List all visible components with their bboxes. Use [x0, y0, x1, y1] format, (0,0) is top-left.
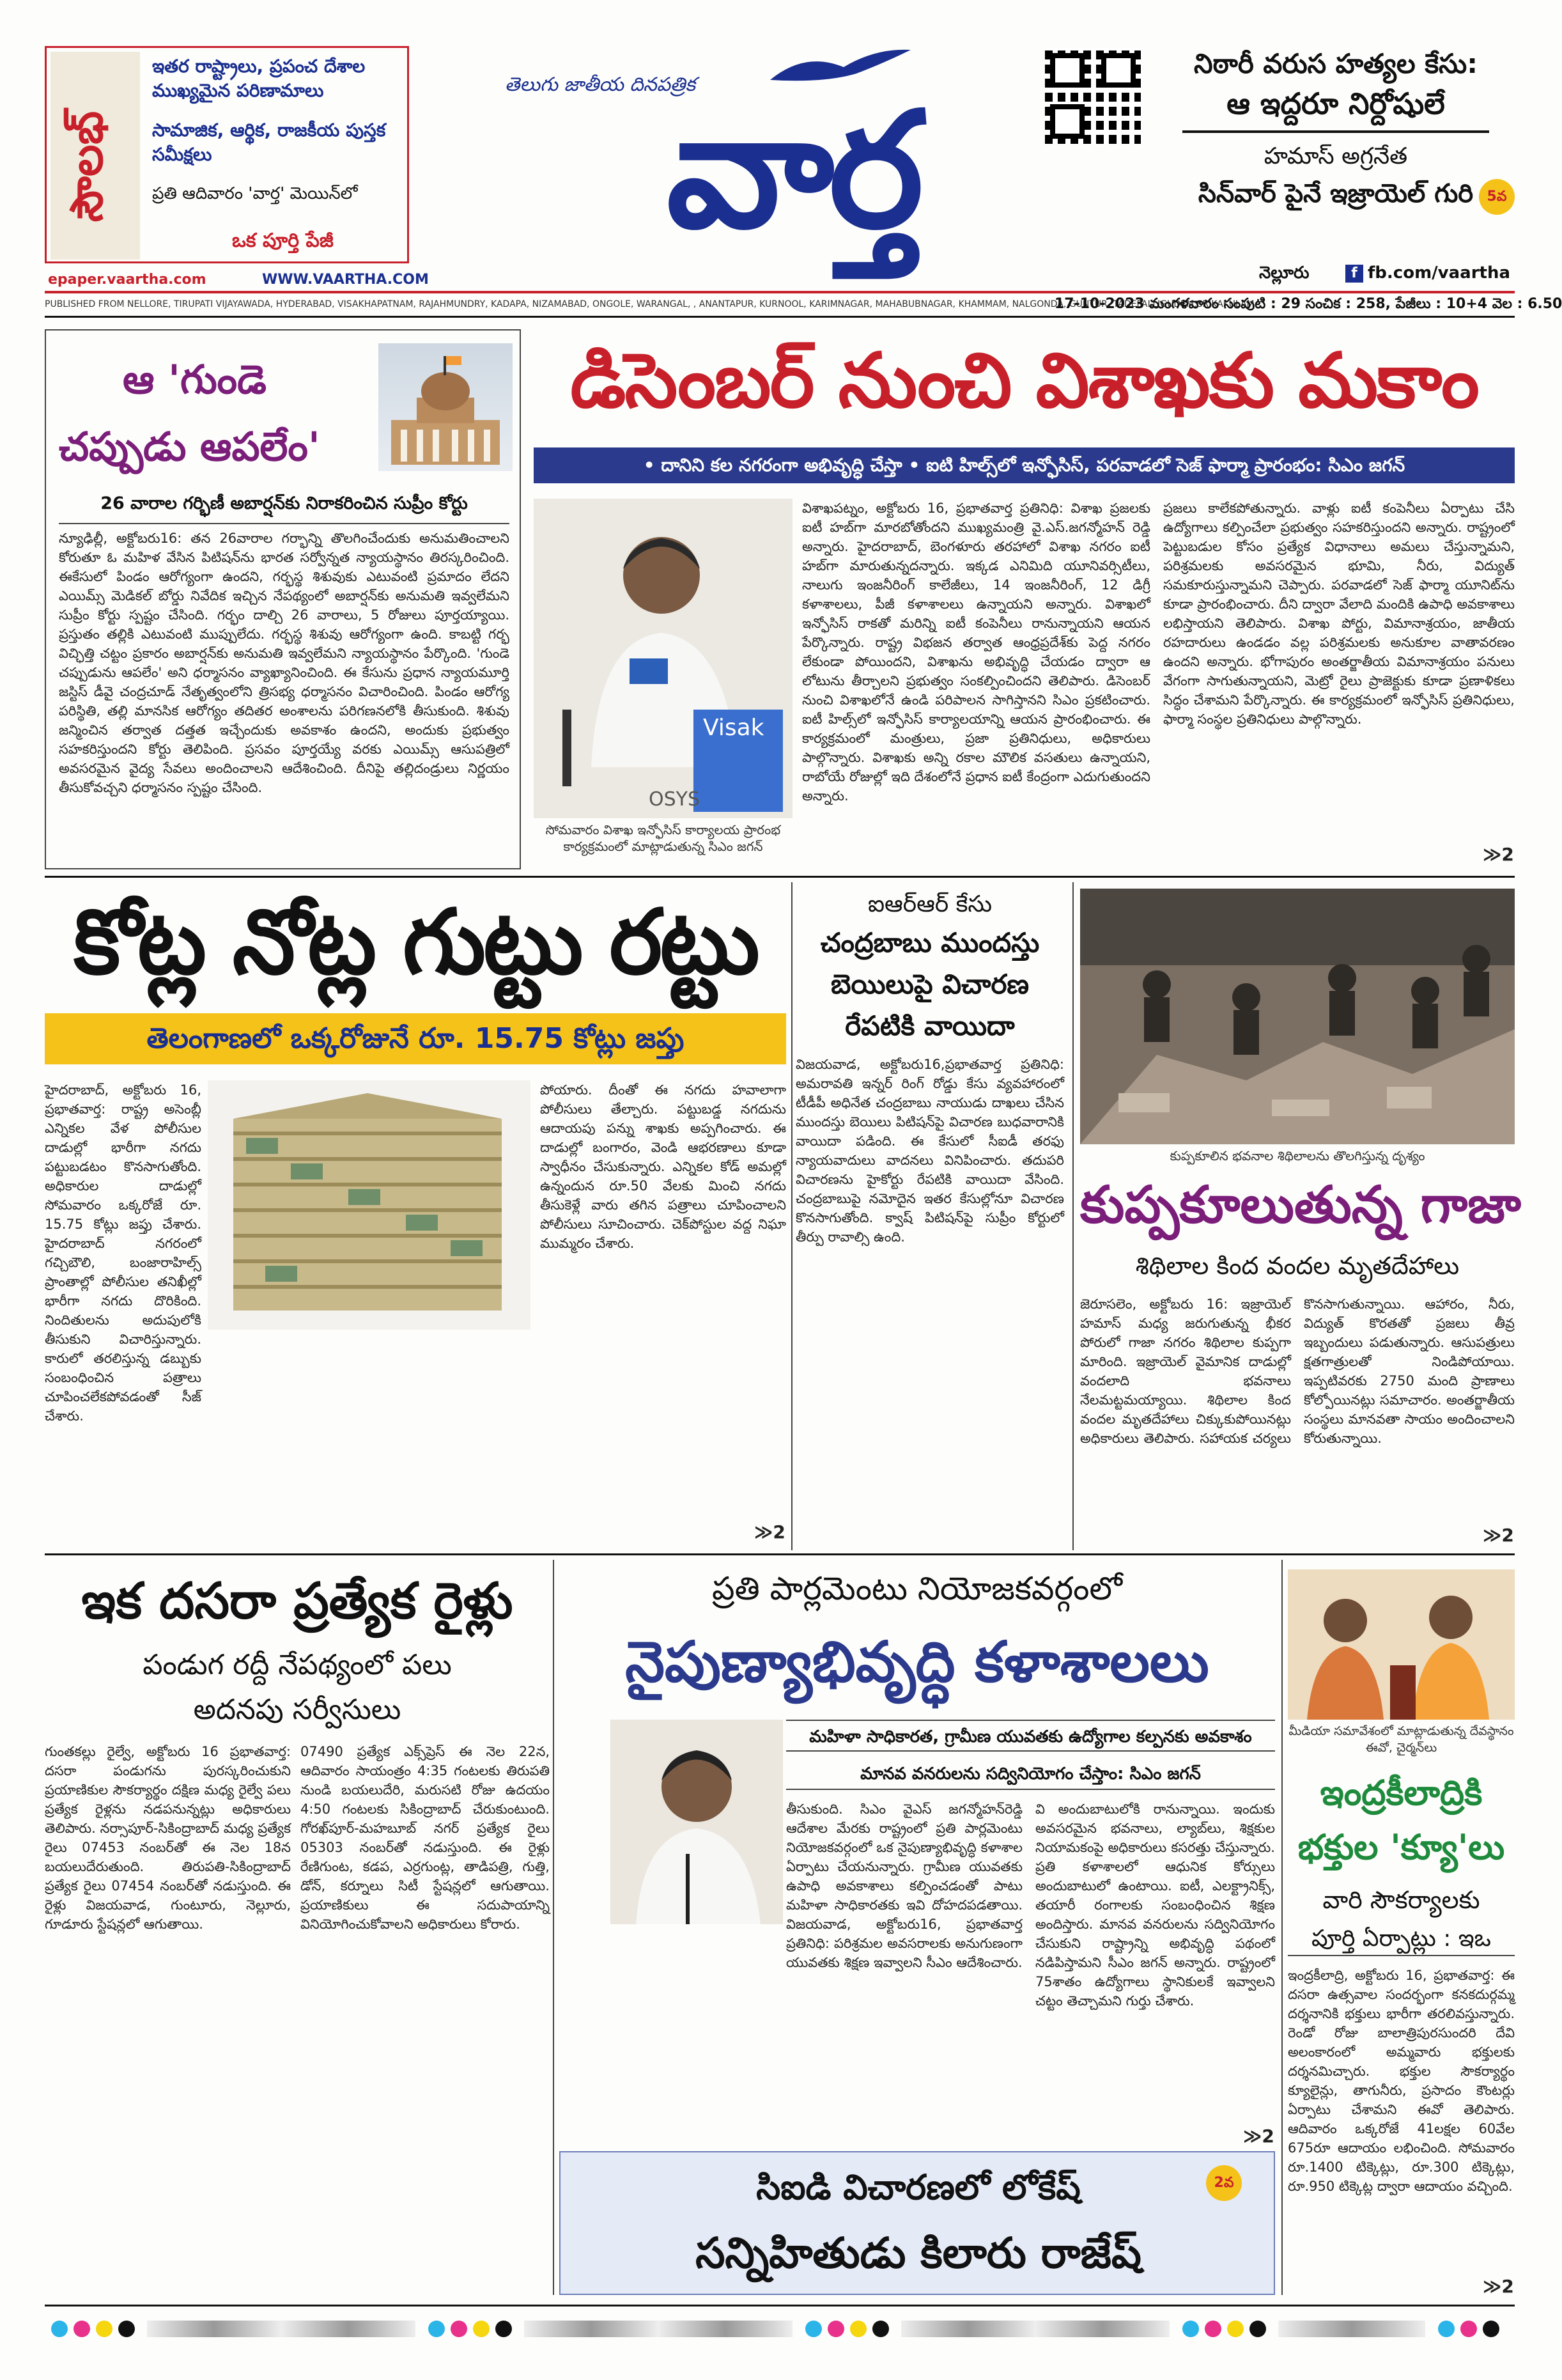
epaper-link[interactable]: epaper.vaartha.com — [48, 272, 206, 288]
lokesh-page-badge: 2వ — [1206, 2165, 1242, 2201]
facebook-icon: f — [1345, 265, 1363, 283]
svg-text:Visak: Visak — [703, 715, 764, 741]
cash-bundles-photo — [208, 1080, 530, 1330]
teaser-page-badge: 5వ — [1479, 179, 1515, 215]
gaza-body: జెరూసలెం, అక్టోబరు 16: ఇజ్రాయెల్ హమాస్ మధ్య జరుగుతున్న భీకర పోరులో గాజా నగరం శిథిలాల కుప్పగా మారింది. ఇజ్రాయెల్ వైమానిక దాడుల్లో వందలాది భవనాలు నేలమట్టమయ్యాయి. శిథిలాల కింద వందల మృతదేహాలు చిక్కుకుపోయినట్లు అధికారులు తెలిపారు. సహాయక చర్యలు కొనసాగుతున్నాయి. ఆహారం, నీరు, విద్యుత్ కొరతతో ప్రజలు తీవ్ర ఇబ్బందులు పడుతున్నారు. ఆసుపత్రులు క్షతగాత్రులతో నిండిపోయాయి. ఇప్పటివరకు 2750 మంది ప్రాణాలు కోల్పోయినట్లు సమాచారం. అంతర్జాతీయ సంస్థలు మానవతా సాయం అందించాలని కోరుతున్నాయి. — [1080, 1296, 1515, 1446]
skill-continued-mark: ≫2 — [1243, 2126, 1274, 2147]
temple-body: ఇంద్రకీలాద్రి, అక్టోబరు 16, ప్రభాతవార్త: ఈ దసరా ఉత్సవాల సందర్భంగా కనకదుర్గమ్మ దర్శనానికి భక్తులు భారీగా తరలివస్తున్నారు. రెండో రోజు బాలాత్రిపురసుందరి దేవి అలంకారంలో అమ్మవారు భక్తులకు దర్శనమిచ్చారు. భక్తుల సౌకర్యార్థం క్యూలైన్లు, తాగునీరు, ప్రసాదం కౌంటర్లు ఏర్పాటు చేశామని ఈవో తెలిపారు. ఆదివారం ఒక్కరోజే 41లక్షల 60వేల 675రూ ఆదాయం లభించింది. సోమవారం రూ.1400 టిక్కెట్లు, రూ.300 టిక్కెట్లు, రూ.950 టిక్కెట్ల ద్వారా ఆదాయం వచ్చింది. — [1288, 1968, 1515, 2194]
temple-officials-photo — [1288, 1569, 1515, 1720]
skill-deck-2: మానవ వనరులను సద్వినియోగం చేస్తాం: సిఎం జగన్ — [786, 1758, 1275, 1790]
skill-headline: నైపుణ్యాభివృద్ధి కళాశాలలు — [625, 1629, 1209, 1695]
gaza-caption: కుప్పకూలిన భవనాల శిథిలాలను తొలగిస్తున్న దృశ్యం — [1170, 1148, 1425, 1163]
rail-subhead-1: పండుగ రద్దీ నేపథ్యంలో పలు — [143, 1649, 452, 1681]
promo-highlight: ఒక పూర్తి పేజీ — [232, 229, 334, 252]
temple-caption: మీడియా సమావేశంలో మాట్లాడుతున్న దేవస్థానం ఈవో, చైర్మన్‌లు — [1288, 1724, 1514, 1755]
lead-body-2: ప్రజలు కాలేకపోతున్నారు. వాళ్లు ఐటీ కంపెనీలు ఏర్పాటు చేసి ఉద్యోగాలు కల్పించేలా ప్రభుత్వం సహకరిస్తుందని అన్నారు. రాష్ట్రంలో పెట్టుబడుల కోసం ప్రత్యేక విధానాలు అమలు చేస్తున్నామని, పరిశ్రమలకు అవసరమైన భూమి, నీరు, విద్యుత్ సమకూరుస్తున్నామని చెప్పారు. పరవాడలో సెజ్ ఫార్మా యూనిట్‌ను కూడా ప్రారంభించారు. దీని ద్వారా వేలాది మందికి ఉపాధి అవకాశాలు లభిస్తాయని తెలిపారు. విశాఖ పోర్టు, విమానాశ్రయం, జాతీయ రహదారులు ఉండడం వల్ల పరిశ్రమలకు అనుకూల వాతావరణం ఉందని అన్నారు. భోగాపురం అంతర్జాతీయ విమానాశ్రయం పనులు వేగంగా సాగుతున్నాయని, మెట్రో రైలు ప్రాజెక్టుకు కూడా ప్రణాళికలు సిద్ధం చేశామని పేర్కొన్నారు. ఈ కార్యక్రమంలో ఇన్ఫోసిస్ ప్రతినిధులు, ఫార్మా సంస్థల ప్రతినిధులు పాల్గొన్నారు. — [1163, 501, 1515, 727]
temple-subhead-1: వారి సౌకర్యాలకు — [1322, 1886, 1480, 1914]
sc-body: న్యూఢిల్లీ, అక్టోబరు16: తన 26వారాల గర్భాన్ని తొలగించేందుకు అనుమతించాలని కోరుతూ ఓ మహిళ వేసిన పిటిషన్‌ను భారత సర్వోన్నత న్యాయస్థానం తిరస్కరించింది. ఈకేసులో పిండం ఆరోగ్యంగా ఉందని, గర్భస్థ శిశువుకు ఎటువంటి ప్రమాదం లేదని ఎయిమ్స్ మెడికల్ బోర్డు నివేదిక ఇచ్చిన నేపథ్యంలో అబార్షన్‌కు అనుమతి ఇవ్వలేమని సుప్రీం కోర్టు స్పష్టం చేసింది. గర్భం దాల్చి 26 వారాలు, 5 రోజులు పూర్తయ్యాయి. ప్రస్తుతం తల్లికి ఎటువంటి ముప్పులేదు. గర్భస్థ శిశువు ఆరోగ్యంగా ఉంది. కాబట్టి గర్భ విచ్ఛిత్తి చట్టం ప్రకారం అబార్షన్‌కు అనుమతి ఇవ్వలేమని న్యాయస్థానం పేర్కొంది. 'గుండె చప్పుడును ఆపలేం' అని ధర్మాసనం వ్యాఖ్యానించింది. ఈ కేసును ప్రధాన న్యాయమూర్తి జస్టిస్ డీవై చంద్రచూడ్ నేతృత్వంలోని త్రిసభ్య ధర్మాసనం విచారించింది. పిండం ఆరోగ్య పరిస్థితి, తల్లి మానసిక ఆరోగ్యం తదితర అంశాలను పరిగణనలోకి తీసుకుంది. శిశువు జన్మించిన తర్వాత దత్తత ఇచ్చేందుకు అవకాశం ఉందని, అందుకు ప్రభుత్వం సహకరిస్తుందని కోర్టు తెలిపింది. ప్రసవం పూర్తయ్యే వరకు ఎయిమ్స్ ఆసుపత్రిలో అవసరమైన వైద్య సేవలు అందించాలని ఆదేశించింది. దీనిపై తల్లిదండ్రులు నిర్ణయం తీసుకోవచ్చని ధర్మాసనం స్పష్టం చేసింది. — [59, 531, 509, 795]
lokesh-teaser[interactable] — [559, 2151, 1275, 2295]
rail-subhead-2: అదనపు సర్వీసులు — [193, 1693, 401, 1726]
rail-body-2: 07490 ప్రత్యేక ఎక్స్‌ప్రెస్ ఈ నెల 22న, ఆదివారం సాయంత్రం 4:35 గంటలకు తిరుపతి నుండి బయలుదేరి, మరుసటి రోజు ఉదయం 4:50 గంటలకు సికింద్రాబాద్ చేరుకుంటుంది. గోరఖ్‌పూర్-మహబూబ్ నగర్ ప్రత్యేక రైలు 05303 నంబర్‌తో నడుస్తుంది. ఈ రైళ్లు రేణిగుంట, కడప, ఎర్రగుంట్ల, తాడిపత్రి, గుత్తి, డోన్, కర్నూలు సిటీ స్టేషన్లలో ఆగుతాయి. ప్రయాణికులు ఈ సదుపాయాన్ని వినియోగించుకోవాలని అధికారులు కోరారు. — [300, 1744, 550, 1932]
cbn-headline-2: బెయిలుపై విచారణ — [830, 968, 1030, 1000]
temple-headline-1: ఇంద్రకీలాద్రికి — [1320, 1773, 1483, 1813]
lead-photo-caption: సోమవారం విశాఖ ఇన్ఫోసిస్ కార్యాలయ ప్రారంభ కార్యక్రమంలో మాట్లాడుతున్న సిఎం జగన్ — [545, 822, 781, 854]
masthead-tagline: తెలుగు జాతీయ దినపత్రిక — [505, 74, 696, 96]
lead-headline: డిసెంబర్ నుంచి విశాఖకు మకాం — [570, 336, 1478, 424]
edition-name: నెల్లూరు — [1259, 263, 1310, 283]
promo-logo-text: సౌలభ్ — [60, 111, 113, 222]
teaser2-line2: సిన్‌వార్ పైనే ఇజ్రాయెల్ గురి — [1198, 179, 1474, 208]
rail-body-1: గుంతకల్లు రైల్వే, అక్టోబరు 16 ప్రభాతవార్త: దసరా పండుగను పురస్కరించుకుని ప్రయాణికుల సౌకర్యార్థం దక్షిణ మధ్య రైల్వే పలు ప్రత్యేక రైళ్లను నడపనున్నట్లు అధికారులు తెలిపారు. నర్సాపూర్-సికింద్రాబాద్ మధ్య ప్రత్యేక రైలు 07453 నంబర్‌తో ఈ నెల 18న బయలుదేరుతుంది. తిరుపతి-సికింద్రాబాద్ ప్రత్యేక రైలు 07454 నంబర్‌తో నడుస్తుంది. ఈ రైళ్లు విజయవాడ, గుంటూరు, నెల్లూరు, గూడూరు స్టేషన్లలో ఆగుతాయి. — [45, 1744, 291, 1932]
gaza-rubble-photo — [1080, 889, 1515, 1144]
teaser1-line2: ఆ ఇద్దరూ నిర్దోషులే — [1226, 86, 1445, 121]
website-link[interactable]: WWW.VAARTHA.COM — [262, 272, 429, 288]
cash-subhead: తెలంగాణలో ఒక్కరోజునే రూ. 15.75 కోట్లు జప్తు — [45, 1013, 786, 1064]
gaza-headline: కుప్పకూలుతున్న గాజా — [1080, 1175, 1521, 1234]
teaser1-line1: నిఠారీ వరుస హత్యల కేసు: — [1194, 48, 1478, 79]
gaza-subhead: శిథిలాల కింద వందల మృతదేహాలు — [1135, 1252, 1460, 1280]
skill-deck-1: మహిళా సాధికారత, గ్రామీణ యువతకు ఉద్యోగాల కల్పనకు అవకాశం — [786, 1720, 1275, 1752]
cash-headline: కోట్ల నోట్ల గుట్టు రట్టు — [73, 891, 757, 995]
date-line: 17-10-2023 మంగళవారం సంపుటి : 29 సంచిక : 258, పేజీలు : 10+4 వెల : 6.50 — [1055, 296, 1562, 312]
jagan-skill-photo — [610, 1720, 783, 1924]
cbn-body: విజయవాడ, అక్టోబరు16,ప్రభాతవార్త ప్రతినిధి: అమరావతి ఇన్నర్ రింగ్ రోడ్డు కేసు వ్యవహారంలో టీడీపీ అధినేత చంద్రబాబు నాయుడు దాఖలు చేసిన ముందస్తు బెయిలు పిటిషన్‌పై విచారణ బుధవారానికి వాయిదా పడింది. ఈ కేసులో సీఐడీ తరఫు న్యాయవాదులు వాదనలు వినిపించారు. తదుపరి విచారణను హైకోర్టు రేపటికి వాయిదా వేసింది. చంద్రబాబుపై నమోదైన ఇతర కేసుల్లోనూ విచారణ కొనసాగుతోంది. క్వాష్ పిటిషన్‌పై సుప్రీం కోర్టులో తీర్పు రావాల్సి ఉంది. — [796, 1057, 1064, 1245]
svg-text:OSYS: OSYS — [649, 788, 700, 811]
promo-item-2: సామాజిక, ఆర్థిక, రాజకీయ పుస్తక సమీక్షలు — [152, 120, 386, 165]
lead-continued-mark: ≫2 — [1483, 844, 1514, 865]
cash-body-1: హైదరాబాద్, అక్టోబరు 16, ప్రభాతవార్త: రాష్ట్ర అసెంబ్లీ ఎన్నికల వేళ పోలీసుల దాడుల్లో భారీగా నగదు పట్టుబడటం కొనసాగుతోంది. అధికారుల దాడుల్లో సోమవారం ఒక్కరోజే రూ. 15.75 కోట్లు జప్తు చేశారు. హైదరాబాద్ నగరంలో గచ్చిబౌలి, బంజారాహిల్స్ ప్రాంతాల్లో పోలీసుల తనిఖీల్లో భారీగా నగదు దొరికింది. నిందితులను అదుపులోకి తీసుకుని విచారిస్తున్నారు. కారులో తరలిస్తున్న డబ్బుకు సంబంధించిన పత్రాలు చూపించలేకపోవడంతో సీజ్ చేశారు. — [45, 1082, 201, 1424]
masthead-title: వార్త — [666, 75, 919, 263]
temple-subhead-2: పూర్తి ఏర్పాట్లు : ఇఒ — [1288, 1921, 1515, 1956]
skill-kicker: ప్రతి పార్లమెంటు నియోజకవర్గంలో — [712, 1570, 1122, 1607]
promo-item-1: ఇతర రాష్ట్రాలు, ప్రపంచ దేశాల ముఖ్యమైన పరిణామాలు — [152, 56, 366, 101]
skill-body-1: తీసుకుంది. సిఎం వైఎస్ జగన్మోహన్‌రెడ్డి ఆదేశాల మేరకు రాష్ట్రంలో ప్రతి పార్లమెంటు నియోజకవర్గంలో ఒక నైపుణ్యాభివృద్ధి కళాశాల ఏర్పాటు చేయనున్నారు. గ్రామీణ యువతకు ఉపాధి అవకాశాలు కల్పించడంతో పాటు మహిళా సాధికారతకు ఇవి దోహదపడతాయి. విజయవాడ, అక్టోబరు16, ప్రభాతవార్త ప్రతినిధి: పరిశ్రమల అవసరాలకు అనుగుణంగా యువతకు శిక్షణ ఇవ్వాలని సీఎం ఆదేశించారు. — [786, 1801, 1023, 1970]
gaza-continued-mark: ≫2 — [1483, 1525, 1514, 1546]
temple-continued-mark: ≫2 — [1483, 2276, 1514, 2297]
qr-code[interactable] — [1045, 48, 1141, 144]
skill-body-2: వి అందుబాటులోకి రానున్నాయి. ఇందుకు అవసరమైన భవనాలు, ల్యాబ్‌లు, శిక్షకుల నియామకంపై అధికారులు కసరత్తు చేస్తున్నారు. ప్రతి కళాశాలలో ఆధునిక కోర్సులు అందుబాటులో ఉంటాయి. ఐటీ, ఎలక్ట్రానిక్స్, తయారీ రంగాలకు సంబంధించిన శిక్షణ అందిస్తారు. మానవ వనరులను సద్వినియోగం చేసుకుని రాష్ట్రాన్ని అభివృద్ధి పథంలో నడిపిస్తామని సీఎం జగన్ అన్నారు. రాష్ట్రంలో 75శాతం ఉద్యోగాలు స్థానికులకే ఇవ్వాలని చట్టం తెచ్చామని గుర్తు చేశారు. — [1035, 1801, 1275, 2009]
teaser2-line1: హమాస్ అగ్రనేత — [1264, 143, 1408, 169]
cbn-headline-3: రేపటికి వాయిదా — [845, 1010, 1015, 1041]
teaser-box[interactable] — [1157, 45, 1515, 265]
cbn-kicker: ఐఆర్ఆర్ కేసు — [867, 891, 993, 917]
supreme-court-photo — [378, 343, 513, 471]
lead-deck: • దానిని కల నగరంగా అభివృద్ధి చేస్తా • ఐటి హిల్స్‌లో ఇన్ఫోసిస్, పరవాడలో సెజ్ ఫార్మా ప్రారంభం: సిఎం జగన్ — [534, 447, 1515, 483]
sc-story — [45, 329, 521, 869]
promo-item-3: ప్రతి ఆదివారం 'వార్త' మెయిన్‌లో — [152, 184, 358, 203]
lokesh-line-1: సిఐడి విచారణలో లోకేష్ — [756, 2167, 1081, 2207]
sc-subhead: 26 వారాల గర్భిణీ అబార్షన్‌కు నిరాకరించిన సుప్రీం కోర్టు — [59, 494, 509, 524]
facebook-link[interactable]: fb.com/vaartha — [1368, 263, 1511, 283]
cash-body-2: పోయారు. దీంతో ఈ నగదు హవాలాగా పోలీసులు తేల్చారు. పట్టుబడ్డ నగదును ఆదాయపు పన్ను శాఖకు అప్పగించారు. ఈ దాడుల్లో బంగారం, వెండి ఆభరణాలు కూడా స్వాధీనం చేసుకున్నారు. ఎన్నికల కోడ్ అమల్లో ఉన్నందున రూ.50 వేలకు మించి నగదు తీసుకెళ్లే వారు తగిన పత్రాలు చూపించాలని పోలీసులు సూచించారు. చెక్‌పోస్టుల వద్ద నిఘా ముమ్మరం చేశారు. — [540, 1082, 786, 1251]
promo-logo — [50, 52, 140, 260]
rail-headline: ఇక దసరా ప్రత్యేక రైళ్లు — [81, 1573, 513, 1630]
cash-continued-mark: ≫2 — [754, 1521, 785, 1543]
jagan-infosys-photo — [534, 499, 793, 818]
cbn-headline-1: చంద్రబాబు ముందస్తు — [820, 927, 1040, 958]
sc-headline-1: ఆ 'గుండె — [123, 356, 267, 403]
promo-box — [45, 46, 409, 263]
lokesh-line-2: సన్నిహితుడు కిలారు రాజేష్ — [695, 2228, 1141, 2278]
temple-headline-2: భక్తుల 'క్యూ'లు — [1297, 1827, 1505, 1867]
sc-headline-2: చప్పుడు ఆపలేం' — [59, 423, 320, 470]
published-from: PUBLISHED FROM NELLORE, TIRUPATI VIJAYAWADA, HYDERABAD, VISAKHAPATNAM, RAJAHMUNDRY, KADAPA, NIZAMABAD, ONGOLE, WARANGAL, , ANANTAPUR, KURNOOL, KARIMNAGAR, MAHABUBNAGAR, KHAMMAM, NALGONDA, GUNTUR, TADEPALLIGUDEM,SRIKAKULAM — [45, 299, 1255, 309]
lead-body-1: విశాఖపట్నం, అక్టోబరు 16, ప్రభాతవార్త ప్రతినిధి: విశాఖ ప్రజలకు ఐటీ హబ్‌గా మారబోతోందని ముఖ్యమంత్రి వై.ఎస్.జగన్మోహన్ రెడ్డి అన్నారు. హైదరాబాద్, బెంగళూరు తరహాలో విశాఖ నగరం ఐటీ హబ్‌గా మారుతున్నదన్నారు. ఇక్కడ ఎనిమిది యూనివర్సిటీలు, నాలుగు ఇంజనీరింగ్ కాలేజీలు, 14 ఇంజనీరింగ్, 12 డిగ్రీ కళాశాలలు, పీజీ కళాశాలలు ఉన్నాయని అన్నారు. విశాఖలో ఇన్ఫోసిస్ రాకతో మరిన్ని ఐటీ కంపెనీలు రానున్నాయని ఆయన పేర్కొన్నారు. రాష్ట్ర విభజన తర్వాత ఆంధ్రప్రదేశ్‌కు పెద్ద నగరం లేకుండా పోయిందని, విశాఖను అభివృద్ధి చేయడం ద్వారా ఆ లోటును తీర్చాలని ప్రభుత్వం సంకల్పించిందని తెలిపారు. డిసెంబర్ నుంచి విశాఖలోనే ఉండి పరిపాలన సాగిస్తానని సిఎం ప్రకటించారు. ఐటీ హిల్స్‌లో ఇన్ఫోసిస్ కార్యాలయాన్ని ఆయన ప్రారంభించారు. ఈ కార్యక్రమంలో మంత్రులు, ప్రజా ప్రతినిధులు, అధికారులు పాల్గొన్నారు. విశాఖకు అన్ని రకాల మౌలిక వసతులు ఉన్నాయని, రాబోయే రోజుల్లో ఇది దేశంలోనే ప్రధాన ఐటీ కేంద్రంగా ఎదుగుతుందని అన్నారు. — [802, 501, 1150, 804]
